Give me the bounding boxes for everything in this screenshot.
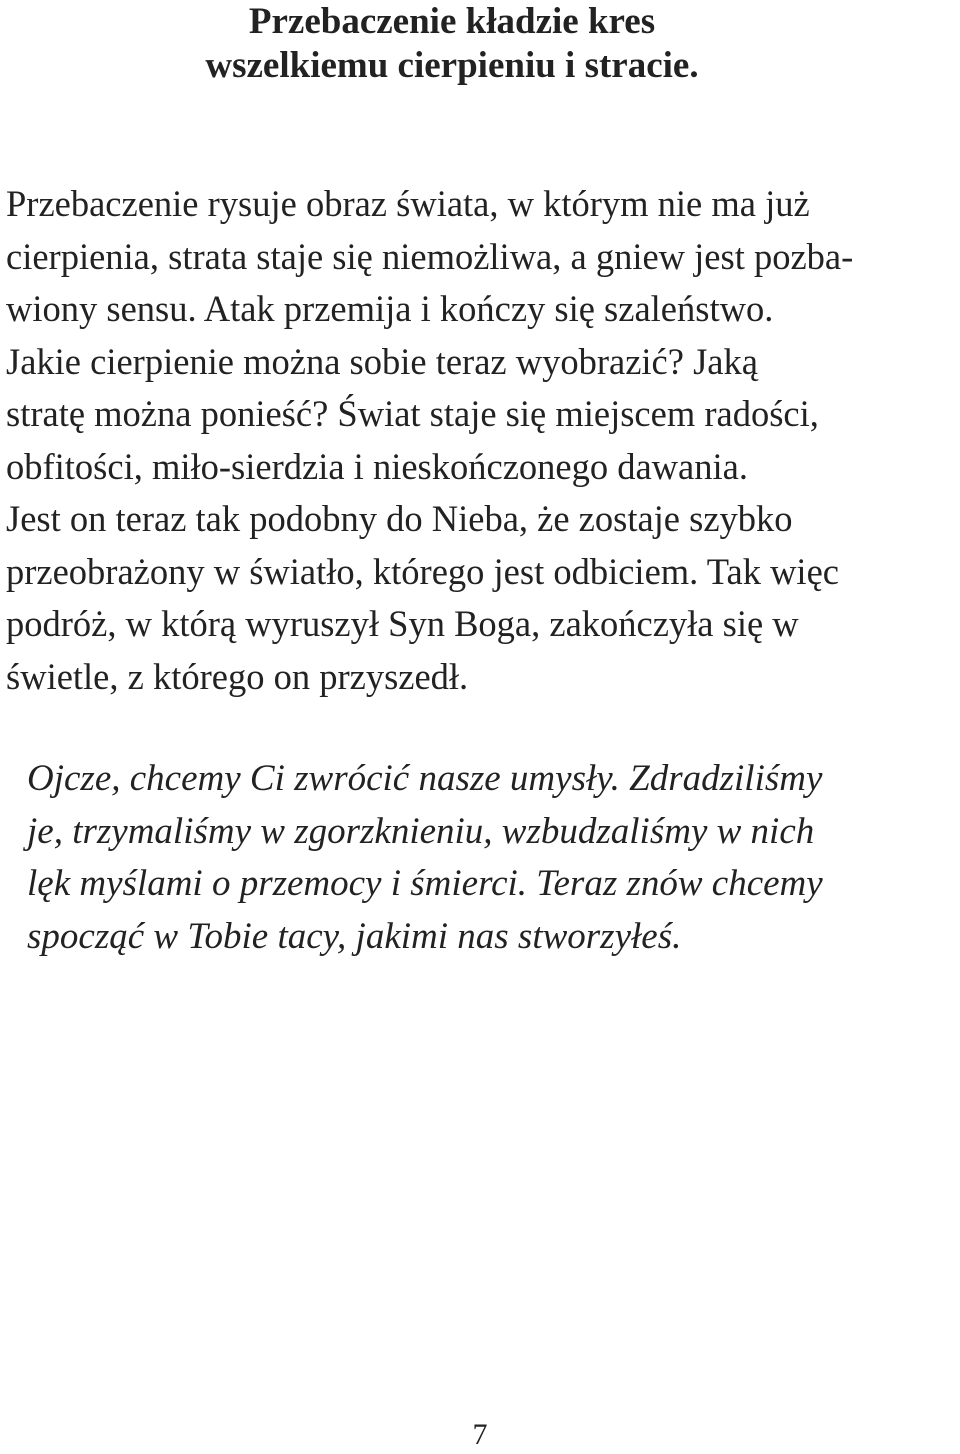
paragraph-line: przeobrażony w światło, którego jest odbiciem. Tak więc: [6, 550, 839, 592]
title-line: wszelkiemu cierpieniu i stracie.: [205, 45, 699, 86]
paragraph-line: podróż, w którą wyruszył Syn Boga, zakończyła się w: [6, 603, 799, 644]
paragraph-line: Przebaczenie rysuje obraz świata, w którym nie ma już: [6, 183, 810, 224]
body-paragraph: [6, 178, 956, 703]
prayer-line: Ojcze, chcemy Ci zwrócić nasze umysły. Zdradziliśmy: [27, 758, 823, 799]
paragraph-line: stratę można ponieść? Świat staje się miejscem radości,: [6, 393, 819, 434]
prayer-line: lęk myślami o przemocy i śmierci. Teraz znów chcemy: [27, 863, 823, 904]
paragraph-line: świetle, z którego on przyszedł.: [6, 655, 469, 697]
paragraph-line: wiony sensu. Atak przemija i kończy się szaleństwo.: [6, 288, 774, 329]
page-title: [0, 0, 904, 88]
title-line: Przebaczenie kładzie kres: [248, 1, 656, 42]
paragraph-line: Jakie cierpienie można sobie teraz wyobrazić? Jaką: [6, 340, 758, 382]
paragraph-line: obfitości, miło-sierdzia i nieskończonego dawania.: [6, 445, 748, 487]
paragraph-line: cierpienia, strata staje się niemożliwa, a gniew jest pozba-: [6, 235, 854, 277]
prayer-line: je, trzymaliśmy w zgorzknieniu, wzbudzaliśmy w nich: [27, 810, 815, 852]
page-number: 7: [472, 1418, 488, 1451]
prayer-line: spocząć w Tobie tacy, jakimi nas stworzyłeś.: [27, 915, 682, 957]
prayer-paragraph: [27, 753, 937, 963]
paragraph-line: Jest on teraz tak podobny do Nieba, że zostaje szybko: [6, 498, 793, 539]
